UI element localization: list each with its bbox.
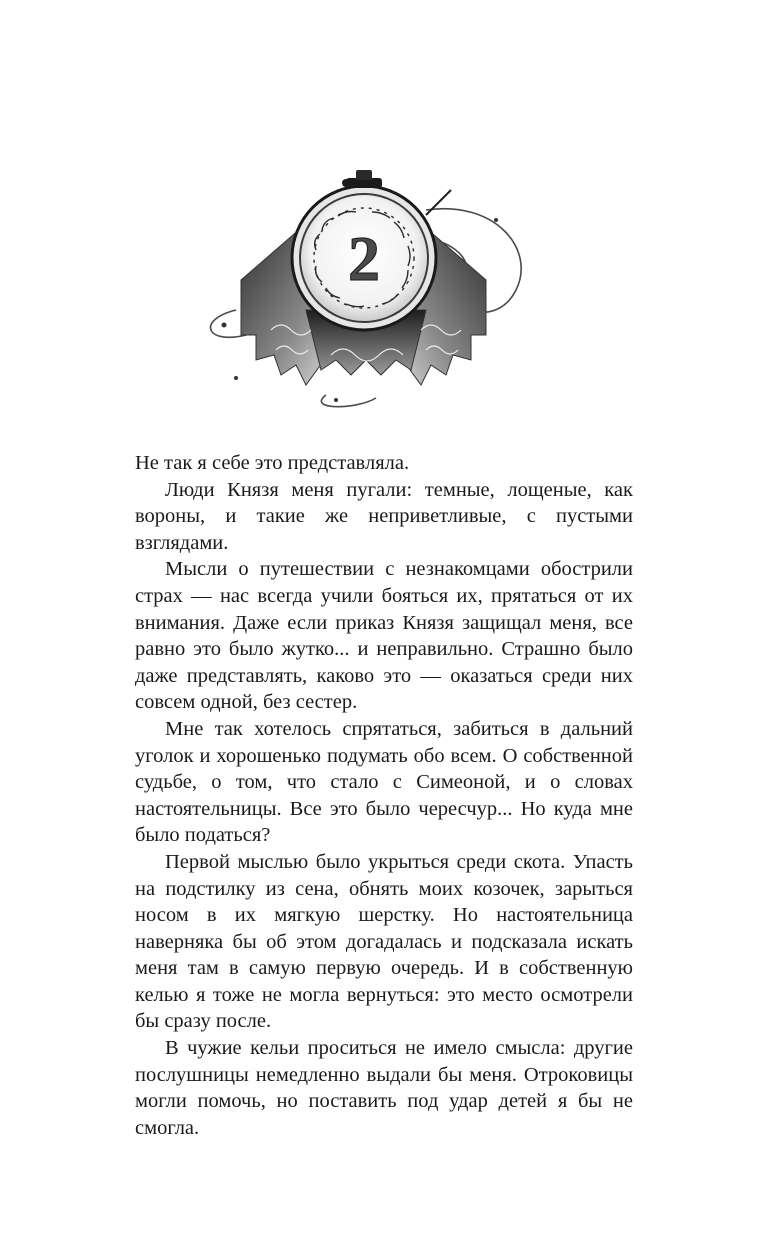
chapter-emblem — [196, 160, 536, 420]
decorative-dot — [222, 323, 227, 328]
decorative-dot — [494, 218, 498, 222]
paragraph: Люди Князя меня пугали: темные, лощеные, как вороны, и такие же неприветливые, с пустыми взглядами. — [135, 478, 633, 554]
paragraph: Мысли о путешествии с незнакомцами обострили страх — нас всегда учили бояться их, прятаться от их внимания. Даже если приказ Князя защищал меня, все равно это было жутко... и неправильно. Страшно было даже представлять, каково это — оказаться среди них совсем одной, без сестер. — [135, 558, 633, 714]
paragraph: Первой мыслью было укрыться среди скота. Упасть на подстилку из сена, обнять моих козочек, зарыться носом в их мягкую шерстку. Но настоятельница наверняка бы об этом догадалась и подсказала искать меня там в самую первую очередь. И в собственную келью я тоже не могла вернуться: это место осмотрели бы сразу после. — [135, 850, 633, 1033]
embroidery-hoop-illustration — [196, 160, 536, 420]
paragraph: В чужие кельи проситься не имело смысла: другие послушницы немедленно выдали бы меня. Отроковицы могли помочь, но поставить под удар детей я бы не смогла. — [135, 1037, 633, 1139]
needle — [426, 190, 451, 215]
chapter-number: 2 — [348, 223, 380, 294]
hoop-screw — [342, 170, 382, 188]
decorative-dot — [334, 398, 338, 402]
body-text — [135, 450, 633, 1141]
paragraph: Не так я себе это представляла. — [135, 452, 410, 474]
decorative-dot — [234, 376, 238, 380]
paragraph: Мне так хотелось спрятаться, забиться в дальний уголок и хорошенько подумать обо всем. О собственной судьбе, о том, что стало с Симеоной, и о словах настоятельницы. Все это было чересчур... Но куда мне было податься? — [135, 717, 633, 847]
